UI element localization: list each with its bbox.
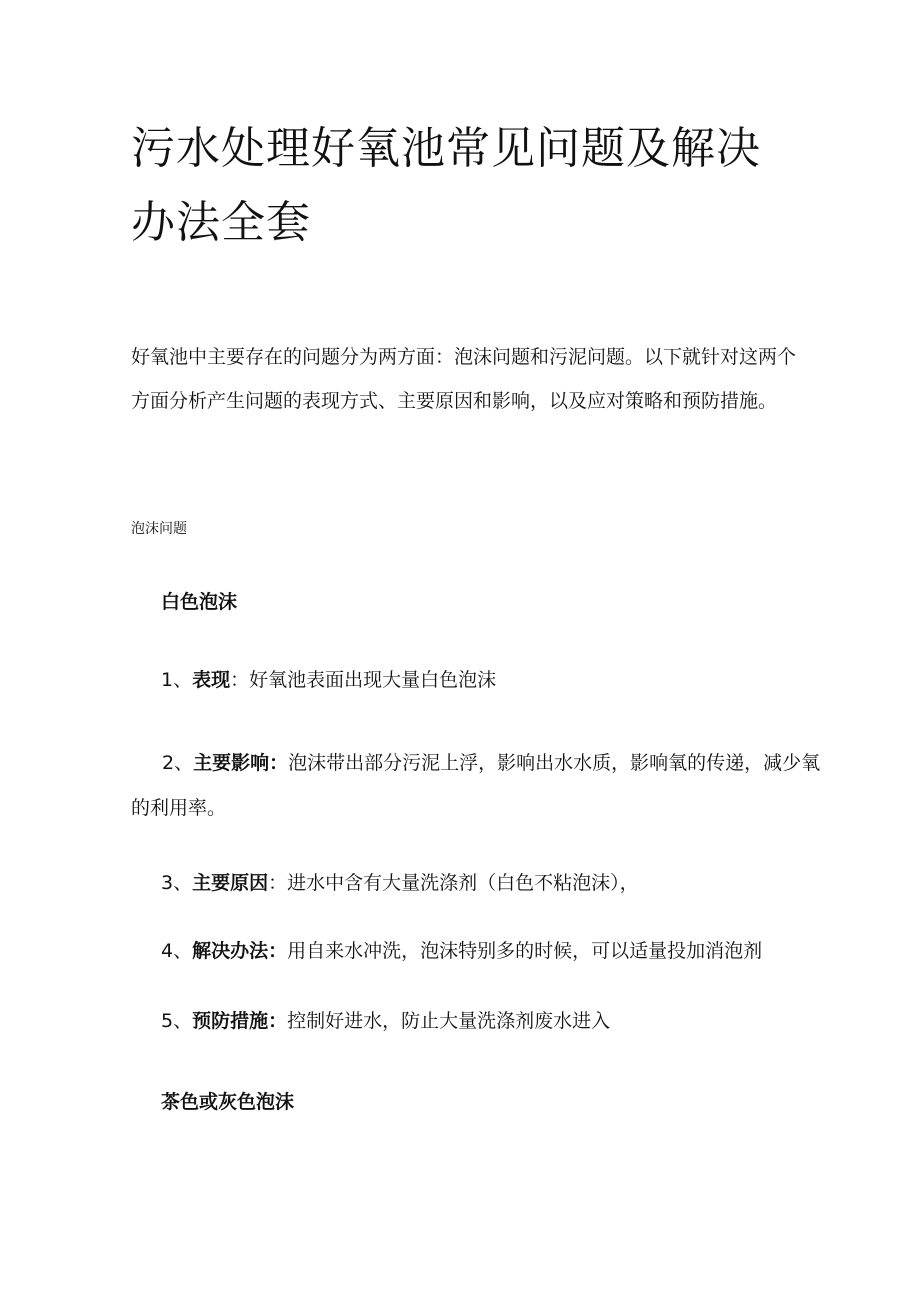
- list-item: [161, 869, 821, 897]
- item-number: 5、: [161, 1010, 193, 1032]
- list-item: [161, 937, 821, 965]
- list-item: [161, 666, 821, 694]
- item-text: 泡沫带出部分污泥上浮，影响出水水质，影响氧的传递，减少氧的利用率。: [131, 752, 821, 819]
- item-text: ：好氧池表面出现大量白色泡沫: [230, 669, 497, 691]
- item-label: 预防措施：: [192, 1010, 288, 1032]
- item-label: 主要影响：: [193, 752, 289, 774]
- item-number: 4、: [161, 940, 193, 962]
- item-label: 主要原因: [192, 872, 269, 894]
- subheading-white-foam: 白色泡沫: [161, 591, 238, 613]
- item-text: 控制好进水，防止大量洗涤剂废水进入: [287, 1010, 611, 1032]
- document-title: 污水处理好氧池常见问题及解决办法全套: [131, 123, 761, 248]
- item-label: 表现: [192, 669, 231, 691]
- item-number: 1、: [161, 669, 193, 691]
- item-number: 2、: [162, 752, 194, 774]
- item-number: 3、: [161, 872, 193, 894]
- list-item: [131, 741, 821, 831]
- subheading-brown-foam: 茶色或灰色泡沫: [161, 1091, 295, 1113]
- section-label-foam: 泡沫问题: [131, 521, 187, 537]
- intro-paragraph: 好氧池中主要存在的问题分为两方面：泡沫问题和污泥问题。以下就针对这两个方面分析产生问题的表现方式、主要原因和影响，以及应对策略和预防措施。: [131, 346, 797, 412]
- item-label: 解决办法：: [192, 940, 288, 962]
- item-text: 用自来水冲洗，泡沫特别多的时候，可以适量投加消泡剂: [287, 940, 763, 962]
- item-text: ：进水中含有大量洗涤剂（白色不粘泡沫），: [268, 872, 639, 894]
- list-item: [161, 1007, 821, 1035]
